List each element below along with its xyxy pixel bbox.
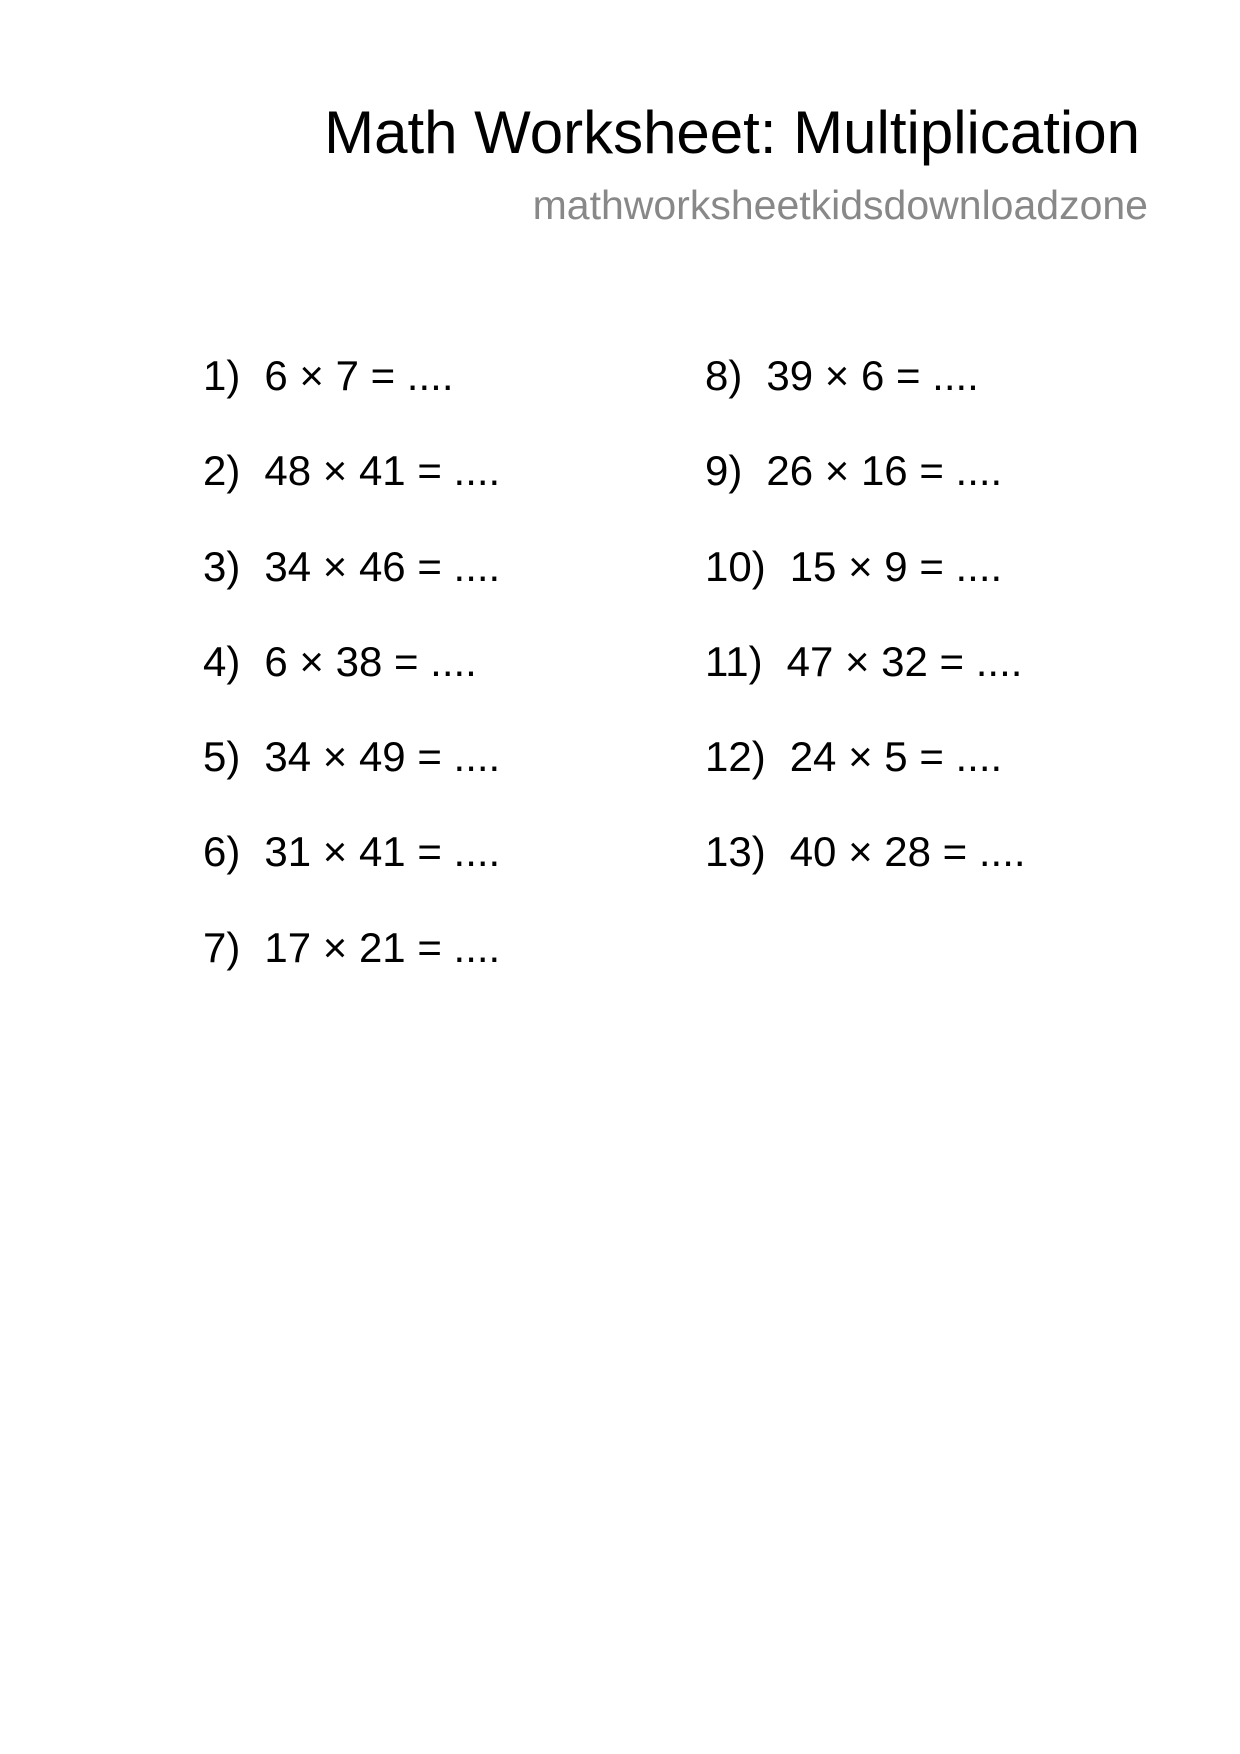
problem-expression: 6 × 7 = .... [264, 352, 454, 399]
problem-number: 1) [203, 352, 241, 399]
problem-number: 12) [705, 733, 766, 781]
problem [203, 638, 500, 733]
problem [203, 543, 500, 638]
problem-expression: 34 × 49 = .... [264, 733, 501, 781]
problem [203, 352, 500, 447]
problem-number: 7) [203, 923, 241, 971]
problems-right-column [705, 352, 1026, 924]
problem [203, 447, 500, 542]
problem [203, 924, 500, 1019]
problem-number: 8) [705, 352, 743, 399]
problem-number: 4) [203, 637, 241, 685]
problem [705, 352, 1026, 447]
problem-expression: 6 × 38 = .... [264, 637, 477, 685]
problem-expression: 26 × 16 = .... [766, 447, 1003, 495]
problem [705, 447, 1026, 542]
problem [203, 828, 500, 923]
worksheet-title: Math Worksheet: Multiplication [324, 99, 1140, 166]
worksheet-subtitle: mathworksheetkidsdownloadzone [532, 182, 1148, 228]
problem [705, 828, 1026, 923]
problem-expression: 15 × 9 = .... [789, 542, 1003, 590]
problem [705, 733, 1026, 828]
problem [705, 543, 1026, 638]
problem-number: 3) [203, 542, 241, 590]
problem-number: 11) [705, 637, 763, 685]
problem-expression: 40 × 28 = .... [789, 828, 1026, 876]
problem-expression: 47 × 32 = .... [786, 637, 1023, 685]
problem-expression: 17 × 21 = .... [264, 923, 501, 971]
problem-expression: 39 × 6 = .... [766, 352, 979, 399]
problem-number: 2) [203, 447, 241, 495]
problem-number: 6) [203, 828, 241, 876]
problem-expression: 48 × 41 = .... [264, 447, 501, 495]
problem-expression: 24 × 5 = .... [789, 733, 1003, 781]
problem-expression: 31 × 41 = .... [264, 828, 501, 876]
problem-number: 5) [203, 733, 241, 781]
problems-left-column [203, 352, 500, 1019]
problem-number: 13) [705, 828, 766, 876]
problem-number: 10) [705, 542, 766, 590]
problem-expression: 34 × 46 = .... [264, 542, 501, 590]
problem [203, 733, 500, 828]
problem-number: 9) [705, 447, 743, 495]
problem [705, 638, 1026, 733]
